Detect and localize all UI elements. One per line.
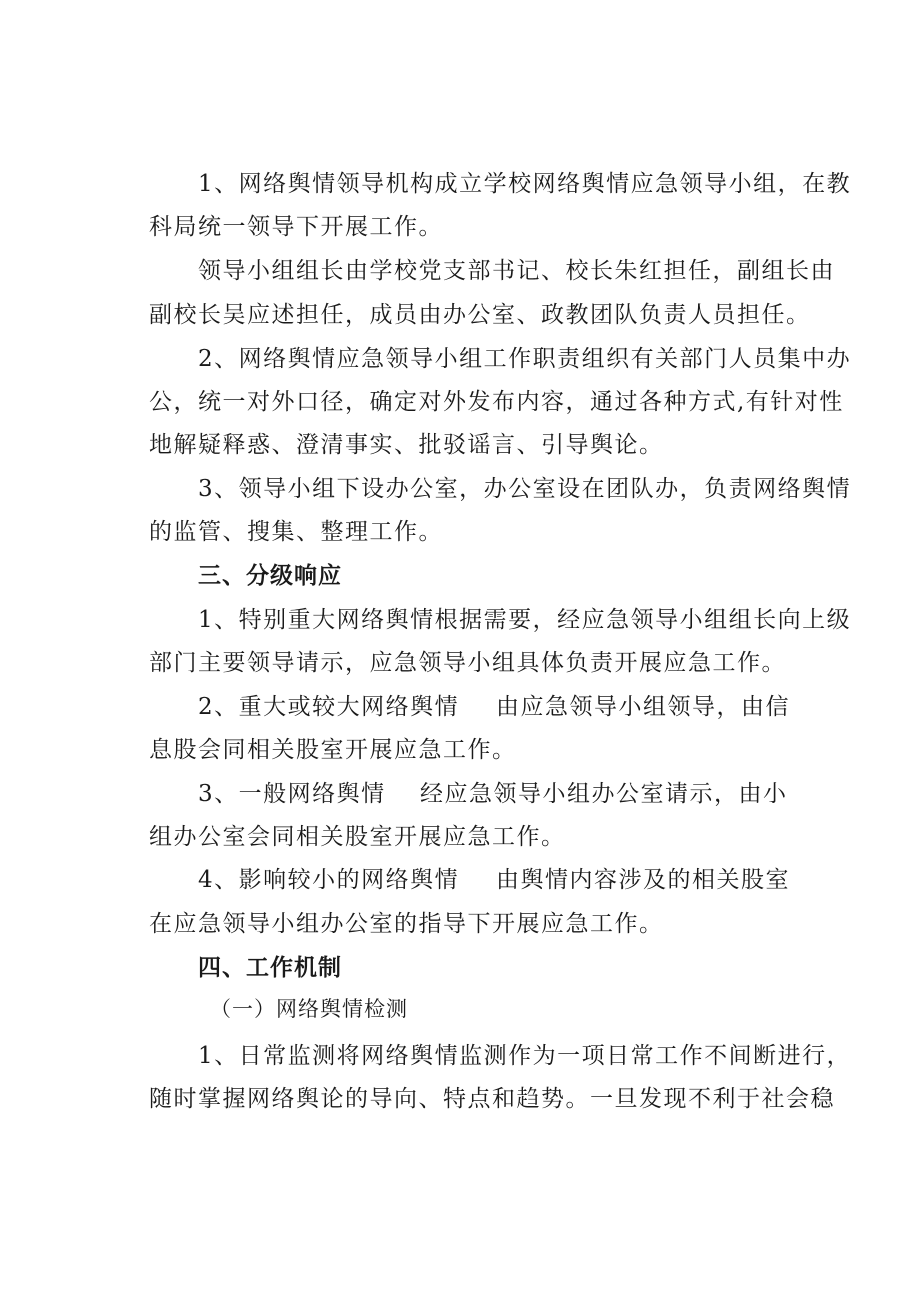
paragraph-line (0, 467, 920, 511)
paragraph-line (0, 728, 920, 772)
paragraph-line (0, 641, 920, 685)
line-text: 由应急领导小组领导，由信 (496, 694, 790, 720)
line-text: 1、特别重大网络舆情根据需要，经应急领导小组组长向上级 (198, 607, 852, 633)
heading-text: 三、分级响应 (198, 563, 342, 589)
paragraph-line (0, 205, 920, 249)
line-text: 4、影响较小的网络舆情 (198, 867, 460, 893)
line-text: 2、网络舆情应急领导小组工作职责组织有关部门人员集中办 (198, 346, 852, 372)
line-text: 1、日常监测将网络舆情监测作为一项日常工作不间断进行， (198, 1043, 852, 1069)
line-text: 经应急领导小组办公室请示，由小 (420, 781, 788, 807)
paragraph-line (0, 380, 920, 424)
line-text: 公，统一对外口径，确定对外发布内容，通过各种方式,有针对性 (149, 389, 844, 415)
paragraph-line (0, 685, 920, 729)
paragraph-line (0, 510, 920, 554)
line-text: 副校长吴应述担任，成员由办公室、政教团队负责人员担任。 (149, 302, 811, 328)
line-text: 1、网络舆情领导机构成立学校网络舆情应急领导小组，在教 (198, 171, 852, 197)
paragraph-line (0, 249, 920, 293)
paragraph-line (0, 858, 920, 902)
section-heading (0, 554, 920, 598)
line-text: 领导小组组长由学校党支部书记、校长朱红担任，副组长由 (198, 258, 835, 284)
paragraph-line (0, 598, 920, 642)
paragraph-line (0, 1077, 920, 1121)
heading-text: 四、工作机制 (198, 955, 342, 981)
line-text: 息股会同相关股室开展应急工作。 (149, 737, 517, 763)
subheading-text: （一）网络舆情检测 (210, 997, 408, 1021)
subsection-heading (0, 987, 920, 1031)
paragraph-line (0, 423, 920, 467)
line-text: 在应急领导小组办公室的指导下开展应急工作。 (149, 911, 664, 937)
line-text: 的监管、搜集、整理工作。 (149, 519, 443, 545)
line-text: 3、领导小组下设办公室，办公室设在团队办，负责网络舆情 (198, 476, 852, 502)
line-text: 3、一般网络舆情 (198, 781, 386, 807)
line-text: 地解疑释惑、澄清事实、批驳谣言、引导舆论。 (149, 432, 664, 458)
paragraph-line (0, 772, 920, 816)
paragraph-line (0, 293, 920, 337)
section-heading (0, 946, 920, 990)
paragraph-line (0, 1034, 920, 1078)
line-text: 部门主要领导请示，应急领导小组具体负责开展应急工作。 (149, 650, 786, 676)
line-text: 科局统一领导下开展工作。 (149, 214, 443, 240)
line-text: 组办公室会同相关股室开展应急工作。 (149, 824, 566, 850)
paragraph-line (0, 815, 920, 859)
line-text: 由舆情内容涉及的相关股室 (496, 867, 790, 893)
line-text: 随时掌握网络舆论的导向、特点和趋势。一旦发现不利于社会稳 (149, 1086, 835, 1112)
paragraph-line (0, 902, 920, 946)
paragraph-line (0, 162, 920, 206)
line-text: 2、重大或较大网络舆情 (198, 694, 460, 720)
paragraph-line (0, 337, 920, 381)
